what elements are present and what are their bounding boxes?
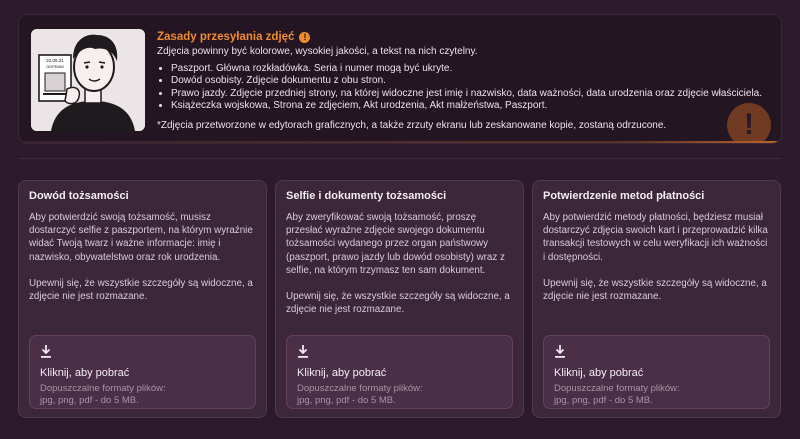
- upload-label: Kliknij, aby pobrać: [297, 367, 387, 379]
- card-note: Upewnij się, że wszystkie szczegóły są widoczne, a zdjęcie nie jest rozmazane.: [286, 291, 510, 316]
- formats-line: Dopuszczalne formaty plików:: [40, 383, 166, 394]
- card-note: Upewnij się, że wszystkie szczegóły są widoczne, a zdjęcie nie jest rozmazane.: [29, 277, 253, 303]
- formats-line: jpg, png, pdf - do 5 MB.: [554, 394, 653, 406]
- card-title: Potwierdzenie metod płatności: [543, 190, 705, 202]
- upload-dropzone[interactable]: [286, 335, 513, 409]
- download-icon: [554, 344, 566, 358]
- card-payment-methods: [532, 180, 781, 418]
- upload-label: Kliknij, aby pobrać: [554, 367, 644, 379]
- card-identity-document: [18, 180, 267, 418]
- card-title: Dowód tożsamości: [29, 190, 129, 202]
- card-description: Aby zweryfikować swoją tożsamość, proszę przesłać wyraźne zdjęcie swojego dokumentu tożsamości wydanego przez organ państwowy (paszport, prawo jazdy lub dowód osobisty) wraz z selfie, na którym trzymasz ten sam dokument.: [286, 212, 505, 276]
- rules-note: *Zdjęcia przetworzone w edytorach graficznych, a także zrzuty ekranu lub zeskanowane kopie, zostaną odrzucone.: [157, 120, 667, 132]
- upload-dropzone[interactable]: [29, 335, 256, 409]
- upload-rules-panel: [18, 14, 782, 144]
- rules-list: [171, 63, 767, 112]
- list-item: • Książeczka wojskowa, Strona ze zdjęciem, Akt urodzenia, Akt małżeństwa, Paszport.: [171, 100, 767, 112]
- download-icon: [40, 344, 52, 358]
- list-item: • Paszport. Główna rozkładówka. Seria i numer mogą być ukryte.: [171, 63, 767, 75]
- card-title: Selfie i dokumenty tożsamości: [286, 190, 447, 202]
- upload-dropzone[interactable]: [543, 335, 770, 409]
- svg-text:ODPRAW: ODPRAW: [46, 64, 64, 69]
- person-with-document-illustration: [31, 29, 145, 131]
- formats-line: Dopuszczalne formaty plików:: [297, 383, 423, 394]
- upload-formats: [40, 383, 245, 406]
- rules-intro: Zdjęcia powinny być kolorowe, wysokiej jakości, a tekst na nich czytelny.: [157, 46, 478, 57]
- warning-icon: !: [299, 32, 310, 43]
- download-icon: [297, 344, 309, 358]
- card-note: Upewnij się, że wszystkie szczegóły są widoczne, a zdjęcie nie jest rozmazane.: [543, 277, 767, 303]
- card-description: Aby potwierdzić metody płatności, będziesz musiał dostarczyć zdjęcia swoich kart i przeprowadzić kilka transakcji testowych w celu weryfikacji ich ważności i dostępności.: [543, 212, 768, 263]
- accent-line: [19, 141, 781, 143]
- rules-title: Zasady przesyłania zdjęć: [157, 31, 295, 43]
- svg-text:22.05.21: 22.05.21: [46, 58, 64, 63]
- card-selfie-documents: [275, 180, 524, 418]
- formats-line: jpg, png, pdf - do 5 MB.: [40, 394, 139, 406]
- divider: [18, 158, 782, 159]
- card-description: Aby potwierdzić swoją tożsamość, musisz dostarczyć selfie z paszportem, na którym wyraźnie widać Twoją twarz i ważne informacje: imię i nazwisko, obywatelstwo oraz rok urodzenia.: [29, 212, 253, 263]
- formats-line: jpg, png, pdf - do 5 MB.: [297, 394, 396, 406]
- upload-label: Kliknij, aby pobrać: [40, 367, 130, 379]
- upload-formats: [297, 383, 502, 406]
- list-item: • Dowód osobisty. Zdjęcie dokumentu z obu stron.: [171, 75, 767, 87]
- rules-title-row: [157, 31, 767, 43]
- large-warning-icon: !: [727, 103, 771, 144]
- list-item: • Prawo jazdy. Zdjęcie przedniej strony, na której widoczne jest imię i nazwisko, data ważności, data urodzenia oraz zdjęcie właściciela.: [171, 88, 767, 100]
- upload-rules-content: [157, 31, 767, 131]
- upload-formats: [554, 383, 759, 406]
- formats-line: Dopuszczalne formaty plików:: [554, 383, 680, 394]
